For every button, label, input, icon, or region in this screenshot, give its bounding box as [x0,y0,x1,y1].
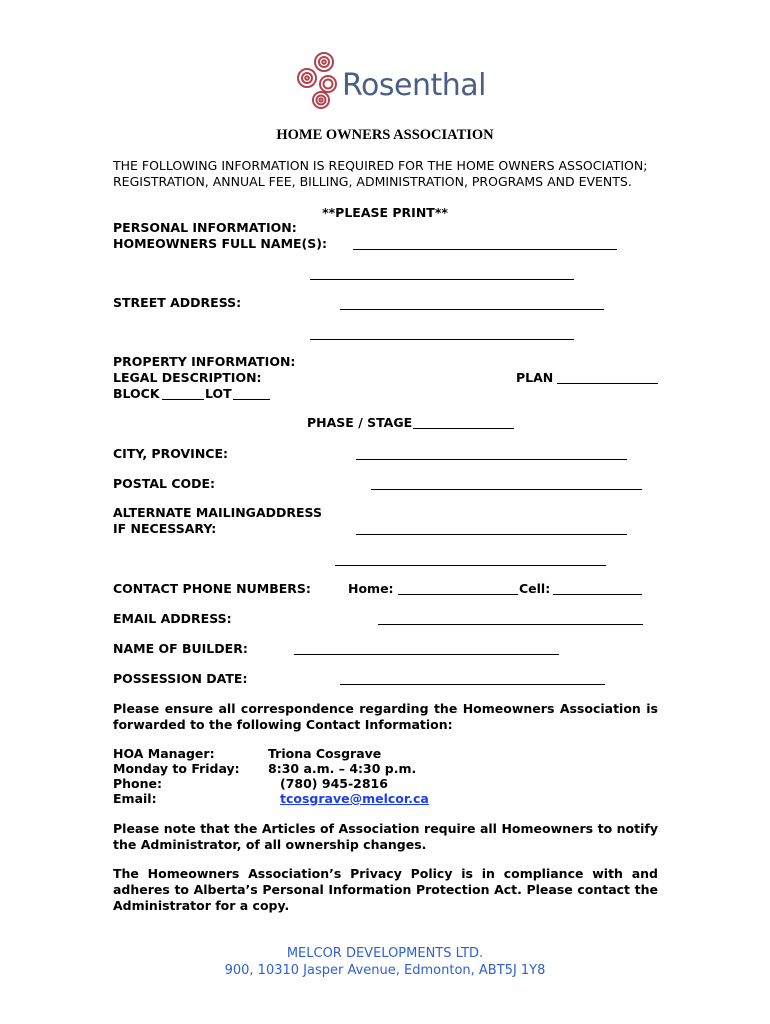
phone-value: (780) 945-2816 [280,776,388,791]
please-print: **PLEASE PRINT** [322,205,448,220]
if-necessary-label: IF NECESSARY: [113,521,217,536]
privacy-paragraph: The Homeowners Association’s Privacy Policy is in compliance with and adheres to Alberta’s Personal Information Protection Act. Please contact the Administrator for a copy. [113,866,658,913]
hoa-manager-value: Triona Cosgrave [268,746,382,761]
personal-heading: PERSONAL INFORMATION: [113,220,297,235]
property-heading: PROPERTY INFORMATION: [113,354,296,369]
phase-stage-field[interactable] [413,428,514,429]
postal-code-field[interactable] [371,489,642,490]
street-address-field-2[interactable] [310,339,574,340]
street-address-label: STREET ADDRESS: [113,295,242,310]
lot-field[interactable] [233,399,270,400]
lot-label: LOT [205,386,232,401]
email-label: Email: [113,791,157,806]
home-phone-label: Home: [348,581,394,596]
full-name-field[interactable] [353,249,617,250]
full-name-field-2[interactable] [310,279,574,280]
phase-stage-label: PHASE / STAGE [307,415,413,430]
ownership-note-paragraph: Please note that the Articles of Association require all Homeowners to notify the Administrator, of all ownership changes. [113,821,658,852]
hours-label: Monday to Friday: [113,761,240,776]
footer-address: 900, 10310 Jasper Avenue, Edmonton, ABT5J 1Y8 [224,963,546,978]
street-address-field[interactable] [340,309,604,310]
builder-name-label: NAME OF BUILDER: [113,641,248,656]
email-link[interactable]: tcosgrave@melcor.ca [280,791,429,806]
alternate-address-field-2[interactable] [335,565,606,566]
legal-description-label: LEGAL DESCRIPTION: [113,370,262,385]
correspondence-paragraph: Please ensure all correspondence regarding the Homeowners Association is forwarded to the following Contact Information: [113,701,658,732]
phone-label: Phone: [113,776,163,791]
home-phone-field[interactable] [398,594,518,595]
hoa-manager-label: HOA Manager: [113,746,215,761]
block-field[interactable] [162,399,204,400]
alternate-address-label: ALTERNATE MAILINGADDRESS [113,505,322,520]
brand-name: Rosenthal [342,68,486,103]
plan-label: PLAN [516,370,554,385]
possession-date-label: POSSESSION DATE: [113,671,248,686]
cell-phone-label: Cell: [519,581,551,596]
full-name-label: HOMEOWNERS FULL NAME(S): [113,236,327,251]
block-label: BLOCK [113,386,160,401]
intro-line-2: REGISTRATION, ANNUAL FEE, BILLING, ADMINISTRATION, PROGRAMS AND EVENTS. [113,174,632,189]
city-province-field[interactable] [356,459,627,460]
postal-code-label: POSTAL CODE: [113,476,216,491]
plan-field[interactable] [557,383,658,384]
page-title: HOME OWNERS ASSOCIATION [276,127,494,143]
cell-phone-field[interactable] [553,594,642,595]
footer-company: MELCOR DEVELOPMENTS LTD. [286,946,484,961]
possession-date-field[interactable] [340,684,605,685]
intro-line-1: THE FOLLOWING INFORMATION IS REQUIRED FOR THE HOME OWNERS ASSOCIATION; [113,158,648,173]
hours-value: 8:30 a.m. – 4:30 p.m. [268,761,417,776]
alternate-address-field[interactable] [356,534,627,535]
logo [294,48,484,112]
email-address-label: EMAIL ADDRESS: [113,611,232,626]
email-address-field[interactable] [378,624,643,625]
builder-name-field[interactable] [294,654,559,655]
city-province-label: CITY, PROVINCE: [113,446,229,461]
contact-phone-label: CONTACT PHONE NUMBERS: [113,581,311,596]
